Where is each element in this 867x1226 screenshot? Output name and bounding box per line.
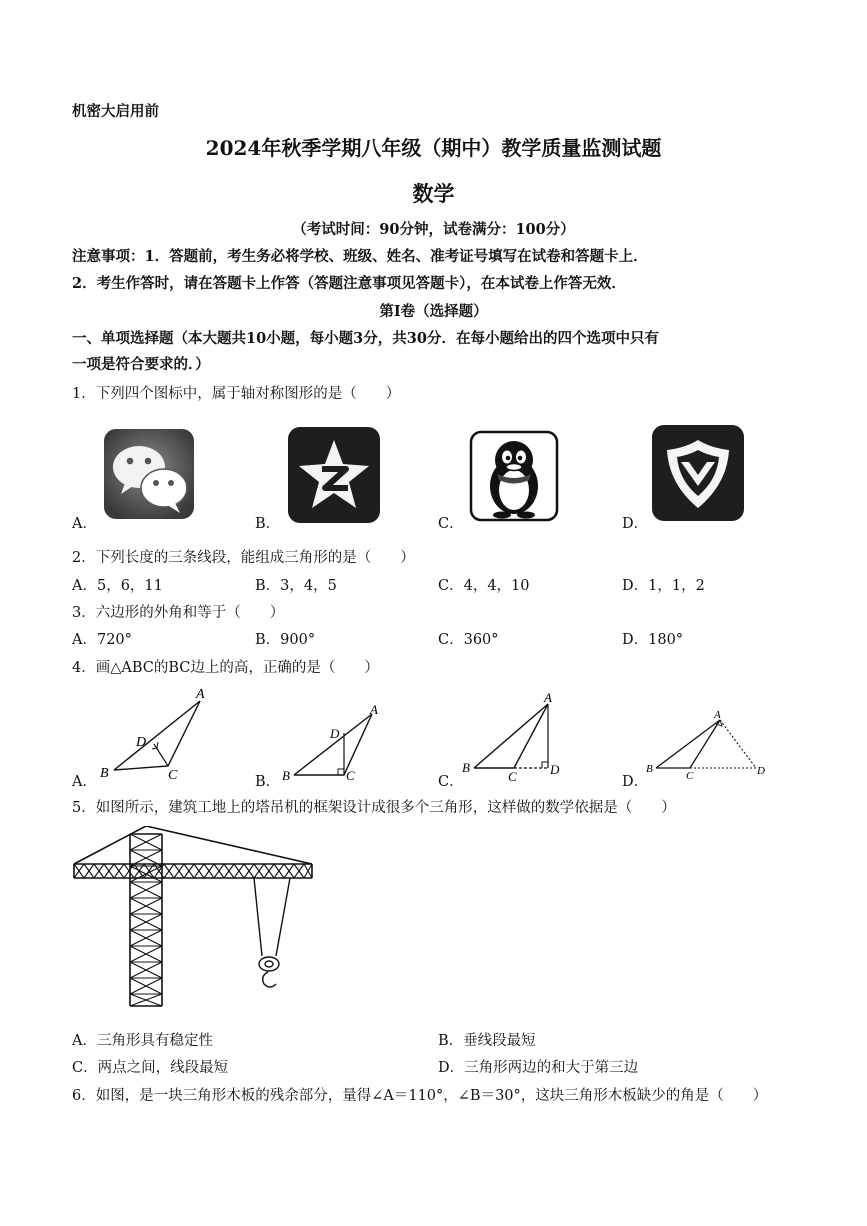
q4-figure-b <box>280 700 390 784</box>
q5-option-d: D．三角形两边的和大于第三边 <box>438 1060 639 1076</box>
point-c-label: C <box>168 768 178 780</box>
exam-info: （考试时间：90分钟，试卷满分：100分） <box>292 221 575 238</box>
q6-stem: 6．如图，是一块三角形木板的残余部分，量得∠A＝110°，∠B＝30°，这块三角形木板缺少的角是（ ） <box>72 1088 768 1104</box>
q3-option-a: A．720° <box>72 632 132 648</box>
point-c-label: C <box>346 768 355 783</box>
point-a-label: A <box>714 709 721 721</box>
q4-stem: 4．画△ABC的BC边上的高，正确的是（ ） <box>72 660 379 676</box>
section-heading-line-2: 一项是符合要求的．） <box>72 356 210 373</box>
point-b-label: B <box>100 766 109 780</box>
point-d-label: D <box>330 726 340 741</box>
tower-crane-figure <box>70 826 320 1008</box>
q4-label-c: C． <box>438 774 464 790</box>
q4-label-b: B． <box>255 774 281 790</box>
qzone-star-icon <box>287 426 381 528</box>
q5-option-c: C．两点之间，线段最短 <box>72 1060 229 1076</box>
q5-option-b: B．垂线段最短 <box>438 1033 536 1049</box>
q5-stem: 5．如图所示，建筑工地上的塔吊机的框架设计成很多个三角形，这样做的数学依据是（ ） <box>72 800 676 816</box>
q2-option-b: B．3，4，5 <box>255 578 337 594</box>
mast-lattice <box>130 834 162 1006</box>
subject-title: 数学 <box>412 181 455 206</box>
shield-icon <box>651 424 745 526</box>
point-d-label: D <box>136 735 147 750</box>
section-heading-line-1: 一、单项选择题（本大题共10小题，每小题3分，共30分．在每小题给出的四个选项中只有 <box>72 330 659 347</box>
q4-figure-c <box>460 690 570 782</box>
q3-option-d: D．180° <box>622 632 684 648</box>
notice-line-1: 注意事项：1．答题前，考生务必将学校、班级、姓名、准考证号填写在试卷和答题卡上． <box>72 248 648 265</box>
q4-figure-a <box>96 684 226 780</box>
point-b-label: B <box>462 760 470 775</box>
q4-label-a: A． <box>72 774 97 790</box>
q1-label-a: A． <box>72 516 97 532</box>
confidential-label: 机密大启用前 <box>72 103 159 120</box>
q5-option-a: A．三角形具有稳定性 <box>72 1033 213 1049</box>
notice-line-2: 2．考生作答时，请在答题卡上作答（答题注意事项见答题卡），在本试卷上作答无效． <box>72 275 626 292</box>
volume-title: 第Ⅰ卷（选择题） <box>379 303 488 320</box>
q1-stem: 1．下列四个图标中，属于轴对称图形的是（ ） <box>72 386 401 402</box>
qq-penguin-icon <box>469 430 559 526</box>
q3-option-c: C．360° <box>438 632 499 648</box>
wechat-icon <box>103 428 195 524</box>
point-b-label: B <box>282 768 290 783</box>
point-d-label: D <box>757 765 765 777</box>
q2-stem: 2．下列长度的三条线段，能组成三角形的是（ ） <box>72 550 415 566</box>
q4-label-d: D． <box>622 774 649 790</box>
exam-title: 2024年秋季学期八年级（期中）教学质量监测试题 <box>205 136 662 160</box>
point-c-label: C <box>686 770 694 780</box>
point-d-label: D <box>550 762 560 777</box>
q2-option-c: C．4，4，10 <box>438 578 530 594</box>
q1-label-b: B． <box>255 516 281 532</box>
jib-lattice <box>74 864 312 878</box>
q2-option-d: D．1，1，2 <box>622 578 705 594</box>
q1-label-d: D． <box>622 516 649 532</box>
point-b-label: B <box>646 763 653 775</box>
point-a-label: A <box>196 687 205 702</box>
point-c-label: C <box>508 769 517 782</box>
q4-figure-d <box>646 706 772 780</box>
q1-label-c: C． <box>438 516 464 532</box>
q3-option-b: B．900° <box>255 632 316 648</box>
q3-stem: 3．六边形的外角和等于（ ） <box>72 605 285 621</box>
point-a-label: A <box>544 690 552 705</box>
q2-option-a: A．5，6，11 <box>72 578 163 594</box>
point-a-label: A <box>370 702 378 717</box>
